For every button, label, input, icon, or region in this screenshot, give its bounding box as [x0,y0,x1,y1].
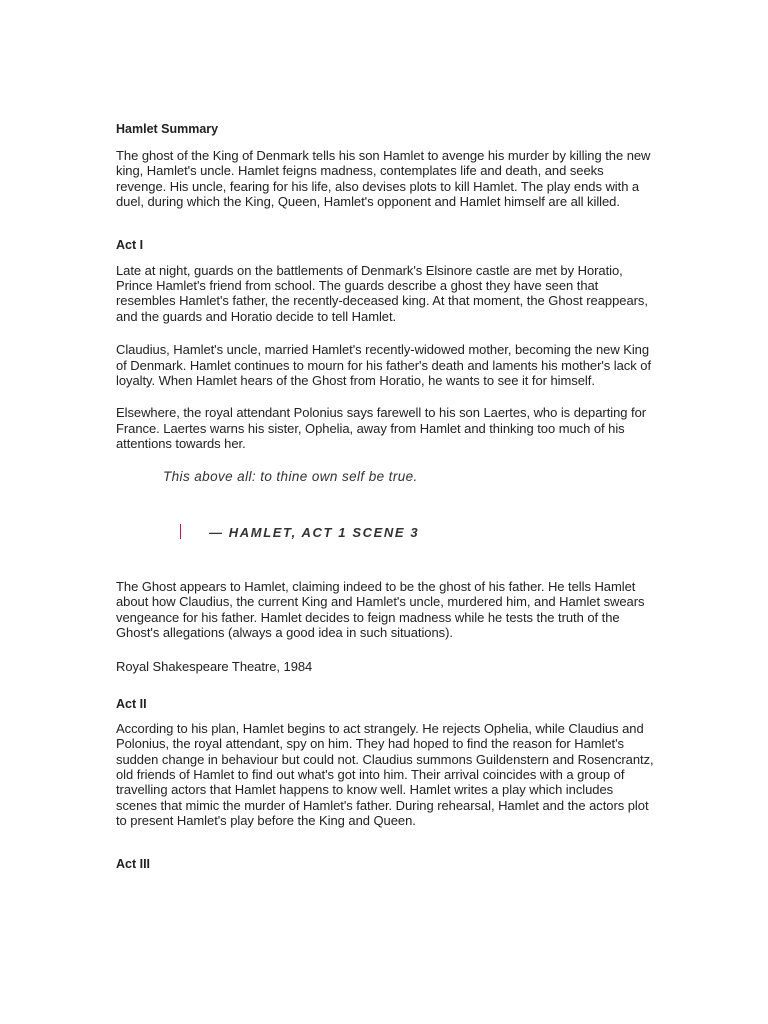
act1-paragraph-1: Late at night, guards on the battlements of Denmark's Elsinore castle are met by Horatio, Prince Hamlet's friend from school. The guards describe a ghost they have seen that resembles Hamlet's father, the recently-deceased king. At that moment, the Ghost reappears, and the guards and Horatio decide to tell Hamlet. [116,262,648,324]
quote-citation [116,524,656,542]
act1-heading: Act I [116,237,144,252]
act1-paragraph-2: Claudius, Hamlet's uncle, married Hamlet's recently-widowed mother, becoming the new King of Denmark. Hamlet continues to mourn for his father's death and laments his mother's lack of loyalty. When Hamlet hears of the Ghost from Horatio, he wants to see it for himself. [116,342,652,389]
act1-paragraph-4: The Ghost appears to Hamlet, claiming indeed to be the ghost of his father. He tells Hamlet about how Claudius, the current King and Hamlet's uncle, murdered him, and Hamlet swears vengeance for his father. Hamlet decides to feign madness while he tests the truth of the Ghost's allegations (always a good idea in such situations). [116,578,645,640]
act2-paragraph-1: According to his plan, Hamlet begins to act strangely. He rejects Ophelia, while Claudius and Polonius, the royal attendant, spy on him. They had hoped to find the reason for Hamlet's sudden change in behaviour but could not. Claudius summons Guildenstern and Rosencrantz, old friends of Hamlet to find out what's got into him. Their arrival coincides with a group of travelling actors that Hamlet happens to know well. Hamlet writes a play which includes scenes that mimic the murder of Hamlet's father. During rehearsal, Hamlet and the actors plot to present Hamlet's play before the King and Queen. [116,720,654,829]
document-page [116,121,656,872]
citation-bar [180,524,181,539]
act3-heading: Act III [116,856,151,871]
image-caption: Royal Shakespeare Theatre, 1984 [116,659,313,675]
summary-heading: Hamlet Summary [116,122,219,136]
act2-heading: Act II [116,696,147,711]
summary-paragraph: The ghost of the King of Denmark tells his son Hamlet to avenge his murder by killing the new king, Hamlet's uncle. Hamlet feigns madness, contemplates life and death, and seeks revenge. His uncle, fearing for his life, also devises plots to kill Hamlet. The play ends with a duel, during which the King, Queen, Hamlet's opponent and Hamlet himself are all killed. [116,148,651,210]
act1-paragraph-3: Elsewhere, the royal attendant Polonius says farewell to his son Laertes, who is departing for France. Laertes warns his sister, Ophelia, away from Hamlet and thinking too much of his attentions towards her. [116,405,647,452]
pull-quote: This above all: to thine own self be true. [163,468,418,484]
citation-text: — HAMLET, ACT 1 SCENE 3 [209,524,420,540]
